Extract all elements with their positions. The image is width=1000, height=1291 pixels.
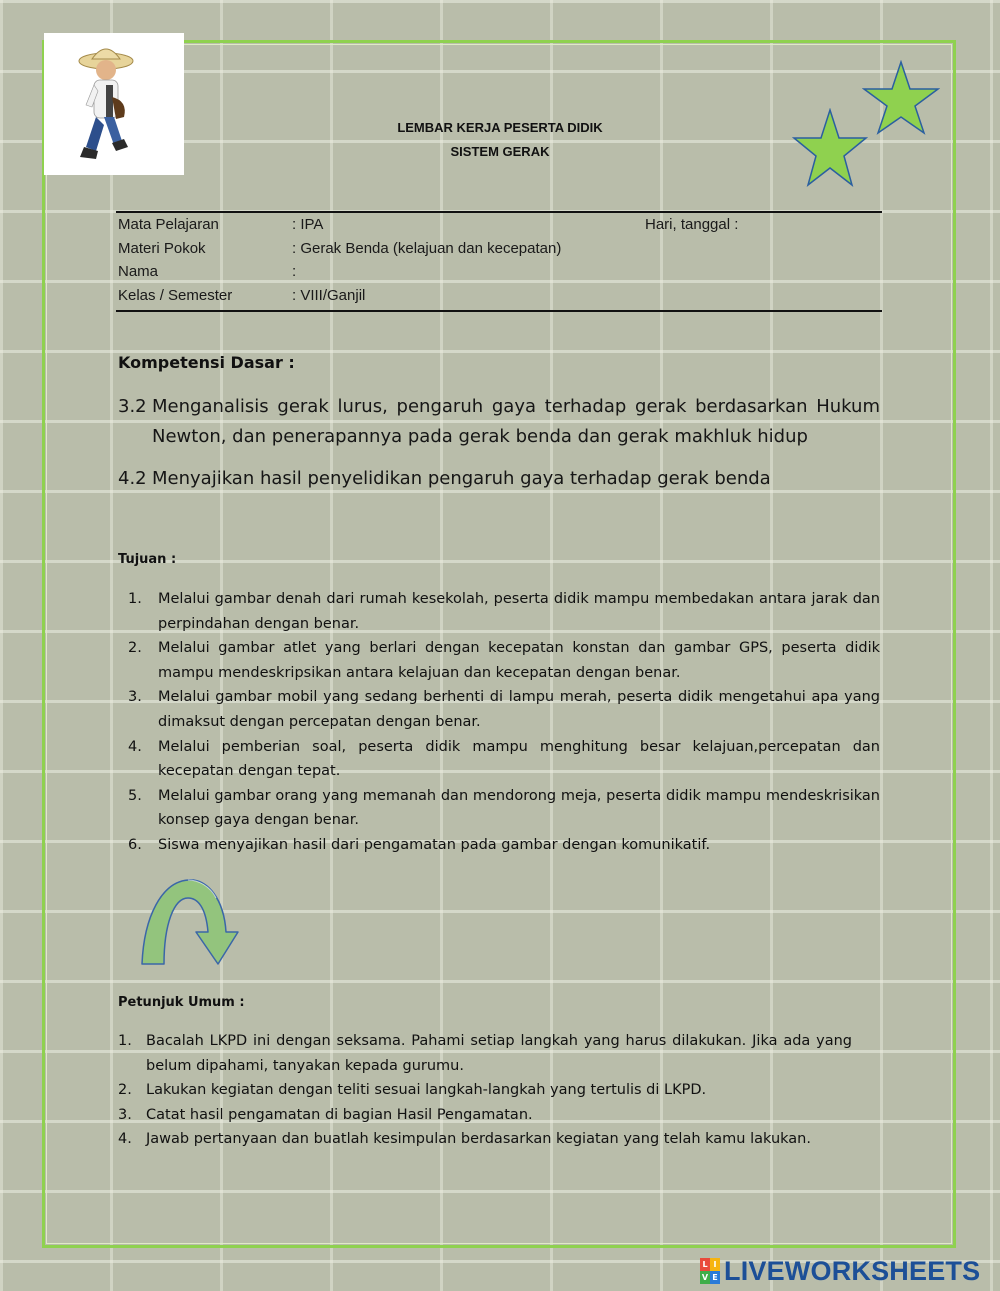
kd2-text: Menyajikan hasil penyelidikan pengaruh gaya terhadap gerak benda [152, 468, 771, 489]
logo-badge-letter: E [710, 1271, 720, 1284]
walking-farmer-illustration [44, 33, 184, 175]
list-item [118, 1078, 852, 1103]
list-number: 5. [128, 787, 142, 804]
list-text: Siswa menyajikan hasil dari pengamatan pada gambar dengan komunikatif. [158, 836, 711, 853]
list-item [128, 833, 880, 858]
worksheet-title: LEMBAR KERJA PESERTA DIDIK [397, 120, 603, 135]
kd2-number: 4.2 [118, 468, 147, 489]
name-label: Nama [118, 263, 159, 280]
logo-badge-letter: L [700, 1258, 710, 1271]
list-number: 4. [128, 738, 142, 755]
topic-value: : Gerak Benda (kelajuan dan kecepatan) [292, 240, 562, 257]
list-number: 1. [128, 591, 142, 607]
petunjuk-heading: Petunjuk Umum : [118, 995, 245, 1010]
info-top-rule [116, 211, 882, 213]
date-label: Hari, tanggal : [645, 216, 739, 233]
subject-value: : IPA [292, 216, 324, 233]
list-number: 2. [118, 1082, 132, 1099]
list-item [118, 1029, 852, 1078]
info-bottom-rule [116, 310, 882, 312]
kompetensi-heading: Kompetensi Dasar : [118, 353, 295, 372]
list-text: Bacalah LKPD ini dengan seksama. Pahami setiap langkah yang harus dilakukan. Jika ada yang belum dipahami, tanyakan kepada gurumu. [146, 1033, 852, 1074]
list-item [128, 636, 880, 685]
list-item [128, 685, 880, 734]
curved-arrow-icon [138, 876, 260, 968]
name-value[interactable]: : [292, 263, 297, 280]
list-text: Melalui gambar denah dari rumah kesekolah, peserta didik mampu membedakan antara jarak dan perpindahan dengan benar. [158, 591, 880, 632]
list-text: Melalui gambar atlet yang berlari dengan kecepatan konstan dan gambar GPS, peserta didik mampu mendeskripsikan antara kelajuan dan kecepatan dengan benar. [158, 640, 880, 681]
list-number: 3. [128, 689, 142, 706]
star-icon [792, 108, 868, 188]
list-text: Catat hasil pengamatan di bagian Hasil Pengamatan. [146, 1106, 533, 1123]
list-item [128, 587, 880, 636]
list-item [118, 1127, 852, 1152]
list-text: Melalui pemberian soal, peserta didik mampu menghitung besar kelajuan,percepatan dan kecepatan dengan tepat. [158, 738, 880, 780]
list-text: Jawab pertanyaan dan buatlah kesimpulan berdasarkan kegiatan yang telah kamu lakukan. [146, 1131, 811, 1148]
list-text: Melalui gambar orang yang memanah dan mendorong meja, peserta didik mampu mendeskrisikan konsep gaya dengan benar. [158, 787, 880, 829]
star-icon [862, 60, 940, 138]
list-number: 4. [118, 1131, 132, 1148]
list-number: 3. [118, 1106, 132, 1123]
list-number: 6. [128, 836, 142, 853]
tujuan-list [128, 587, 880, 858]
kd1-number: 3.2 [118, 396, 147, 417]
tujuan-heading: Tujuan : [118, 552, 177, 567]
petunjuk-list [118, 1029, 852, 1152]
topic-label: Materi Pokok [118, 240, 206, 257]
list-item [128, 784, 880, 833]
list-number: 1. [118, 1033, 132, 1049]
logo-badge-letter: I [710, 1258, 720, 1271]
list-item [128, 735, 880, 784]
class-value: : VIII/Ganjil [292, 287, 366, 304]
subject-label: Mata Pelajaran [118, 216, 219, 233]
logo-badge-letter: V [701, 1273, 709, 1282]
logo-text: LIVEWORKSHEETS [724, 1255, 981, 1286]
worksheet-subtitle: SISTEM GERAK [450, 144, 550, 159]
list-text: Lakukan kegiatan dengan teliti sesuai langkah-langkah yang tertulis di LKPD. [146, 1082, 707, 1099]
list-number: 2. [128, 640, 142, 657]
class-label: Kelas / Semester [118, 287, 233, 304]
list-text: Melalui gambar mobil yang sedang berhenti di lampu merah, peserta didik mengetahui apa yang dimaksut dengan percepatan dengan benar. [158, 689, 880, 730]
logo-badge-icon [700, 1258, 720, 1284]
liveworksheets-logo[interactable] [700, 1256, 980, 1286]
list-item [118, 1103, 852, 1128]
kd1-text: Menganalisis gerak lurus, pengaruh gaya terhadap gerak berdasarkan Hukum Newton, dan penerapannya pada gerak benda dan gerak makhluk hidup [152, 396, 880, 447]
